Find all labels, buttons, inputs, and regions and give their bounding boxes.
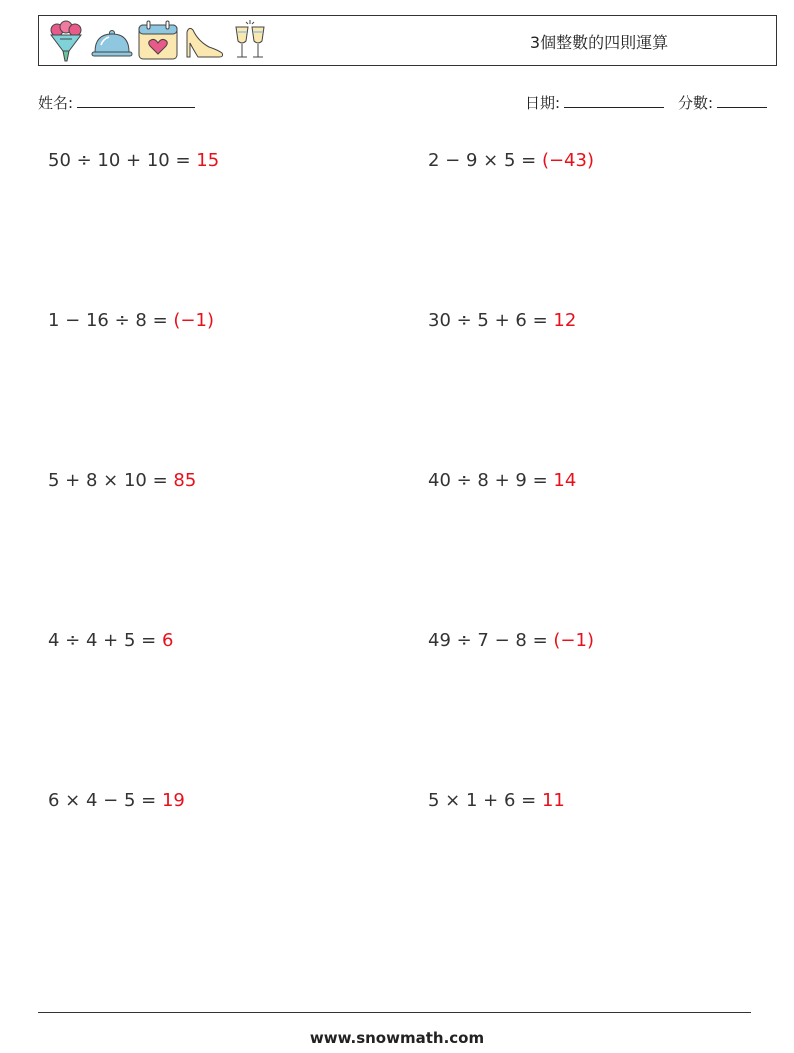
date-blank[interactable]	[564, 93, 664, 108]
problem-answer: 85	[173, 470, 197, 491]
problem-item	[48, 470, 196, 491]
problem-answer: 6	[161, 630, 174, 651]
problem-answer: 12	[553, 310, 577, 331]
name-field	[38, 92, 195, 113]
problem-item	[428, 310, 576, 331]
problem-answer: 15	[196, 150, 220, 171]
date-label: 日期:	[525, 94, 561, 112]
problem-answer: (−1)	[553, 630, 594, 651]
problem-expression: 2 − 9 × 5 =	[428, 150, 542, 171]
problem-answer: 19	[161, 790, 185, 811]
problem-expression: 40 ÷ 8 + 9 =	[428, 470, 554, 491]
bouquet-icon	[44, 19, 88, 63]
problem-expression: 5 × 1 + 6 =	[428, 790, 542, 811]
problem-item	[48, 150, 219, 171]
problem-answer: 11	[541, 790, 565, 811]
problem-item	[48, 630, 173, 651]
problem-expression: 49 ÷ 7 − 8 =	[428, 630, 554, 651]
problem-expression: 50 ÷ 10 + 10 =	[48, 150, 197, 171]
problem-item	[48, 310, 214, 331]
problem-item	[428, 630, 594, 651]
problem-item	[428, 470, 576, 491]
problem-expression: 30 ÷ 5 + 6 =	[428, 310, 554, 331]
problem-item	[428, 790, 565, 811]
score-blank[interactable]	[717, 93, 767, 108]
worksheet-title: 3個整數的四則運算	[529, 33, 669, 52]
worksheet-header	[38, 15, 777, 66]
champagne-toast-icon	[228, 19, 272, 63]
problem-expression: 4 ÷ 4 + 5 =	[48, 630, 162, 651]
problem-item	[428, 150, 594, 171]
footer-divider	[38, 1012, 751, 1013]
date-field	[525, 92, 664, 113]
problem-answer: 14	[553, 470, 577, 491]
problem-expression: 6 × 4 − 5 =	[48, 790, 162, 811]
footer-website[interactable]: www.snowmath.com	[309, 1029, 485, 1047]
food-cloche-icon	[90, 19, 134, 63]
problem-item	[48, 790, 185, 811]
calendar-heart-icon	[136, 19, 180, 63]
name-label: 姓名:	[38, 94, 74, 112]
score-field	[678, 92, 767, 113]
high-heel-icon	[182, 19, 226, 63]
problem-answer: (−1)	[173, 310, 214, 331]
score-label: 分數:	[678, 94, 714, 112]
problem-expression: 5 + 8 × 10 =	[48, 470, 174, 491]
header-icon-strip	[44, 19, 274, 63]
problem-expression: 1 − 16 ÷ 8 =	[48, 310, 174, 331]
problem-answer: (−43)	[541, 150, 594, 171]
name-blank[interactable]	[77, 93, 195, 108]
